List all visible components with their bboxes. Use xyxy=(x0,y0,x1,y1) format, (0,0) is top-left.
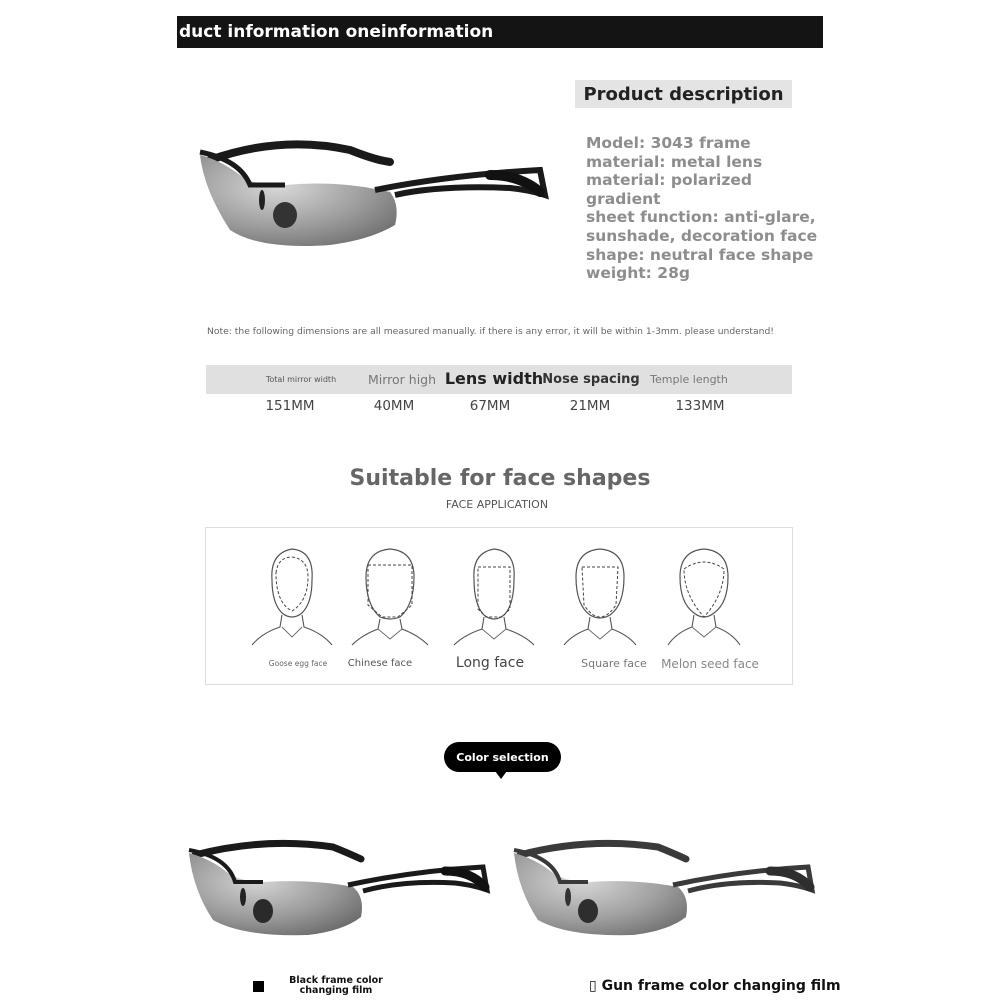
dim-value-total-width: 151MM xyxy=(265,398,315,414)
dim-value-nose-spacing: 21MM xyxy=(569,398,611,414)
desc-line: shape: neutral face shape xyxy=(586,245,814,264)
dim-header-temple-length: Temple length xyxy=(650,373,728,386)
product-description-heading: Product description xyxy=(575,80,792,108)
face-label-melon-seed: Melon seed face xyxy=(661,657,759,671)
face-application-subtitle: FACE APPLICATION xyxy=(445,498,549,511)
color-selection-badge: Color selection xyxy=(444,742,561,772)
goose-egg-face-icon xyxy=(250,545,334,649)
desc-line: sunshade, decoration face xyxy=(586,226,818,245)
chinese-face-icon xyxy=(350,545,430,649)
color-selection-pointer xyxy=(495,771,507,779)
desc-line: sheet function: anti-glare, xyxy=(586,208,816,227)
gun-swatch-icon: ▯ xyxy=(589,978,597,994)
dim-value-lens-width: 67MM xyxy=(469,398,511,414)
face-label-long: Long face xyxy=(455,655,525,671)
desc-line: material: polarized gradient xyxy=(586,171,752,208)
square-face-icon xyxy=(562,545,638,649)
dim-header-total-width: Total mirror width xyxy=(265,375,337,384)
desc-line: material: metal lens xyxy=(586,152,763,171)
black-frame-caption[interactable]: Black frame color changing film xyxy=(289,975,383,996)
face-label-goose-egg: Goose egg face xyxy=(268,659,328,668)
desc-line: Model: 3043 frame xyxy=(586,134,751,152)
melon-seed-face-icon xyxy=(666,545,742,649)
black-swatch-icon xyxy=(253,981,264,992)
product-glasses-image xyxy=(190,130,550,270)
product-description-text xyxy=(586,134,826,283)
face-shapes-title: Suitable for face shapes xyxy=(349,466,651,491)
gun-frame-caption[interactable] xyxy=(589,978,841,994)
black-frame-glasses-image[interactable] xyxy=(183,835,493,950)
gun-frame-label: Gun frame color changing film xyxy=(601,978,841,994)
measurement-note: Note: the following dimensions are all measured manually. if there is any error, it will be within 1-3mm. please understand! xyxy=(207,326,774,337)
dim-header-lens-width: Lens width xyxy=(444,369,544,388)
dim-header-nose-spacing: Nose spacing xyxy=(542,372,640,387)
dim-header-mirror-high: Mirror high xyxy=(367,372,437,387)
face-label-chinese: Chinese face xyxy=(347,658,413,669)
long-face-icon xyxy=(452,545,536,649)
desc-line: weight: 28g xyxy=(586,264,690,283)
info-banner: duct information oneinformation xyxy=(177,16,823,48)
dim-value-temple-length: 133MM xyxy=(675,398,725,414)
dim-value-mirror-high: 40MM xyxy=(373,398,415,414)
face-label-square: Square face xyxy=(581,657,647,670)
gun-frame-glasses-image[interactable] xyxy=(508,835,818,950)
